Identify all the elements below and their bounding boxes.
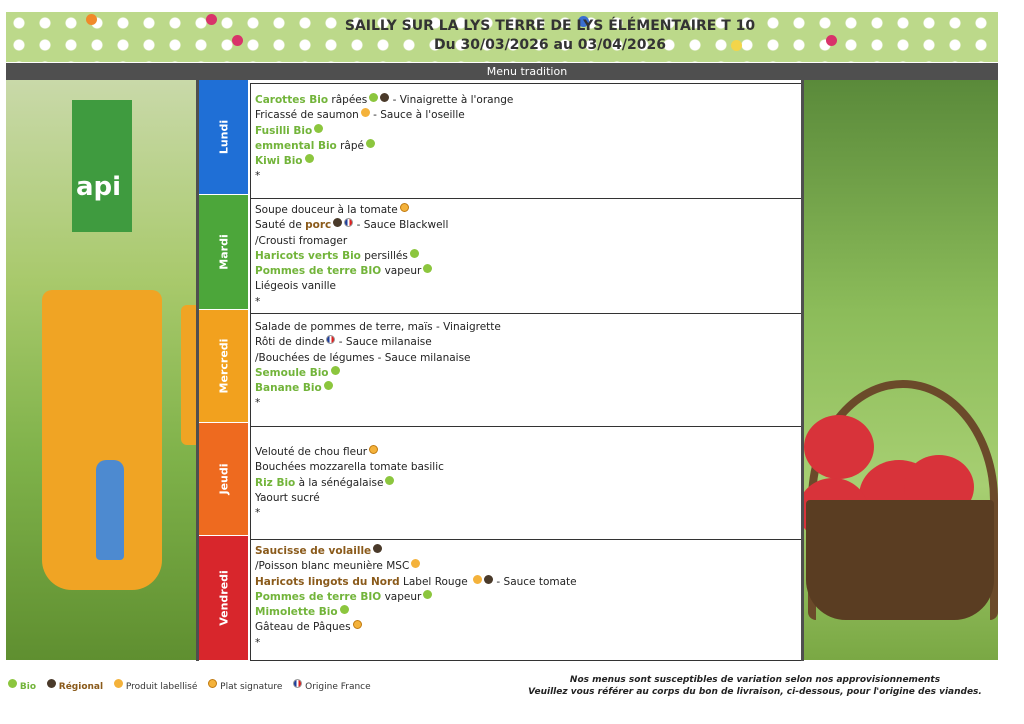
menu-label: Menu tradition <box>486 65 568 78</box>
menu-cell-lundi <box>250 83 802 199</box>
day-name: Jeudi <box>217 463 230 495</box>
decor-dot <box>206 14 217 25</box>
decor-dot <box>232 35 243 46</box>
footer-note <box>520 674 990 698</box>
menu-line <box>251 234 801 249</box>
menu-line <box>251 335 801 350</box>
legend-france <box>291 682 370 692</box>
regional-icon <box>333 218 342 227</box>
menu-line <box>251 203 801 218</box>
menu-line <box>251 491 801 506</box>
bio-icon <box>305 154 314 163</box>
labellise-icon <box>114 679 123 688</box>
separator <box>801 63 804 661</box>
menu-text: Liégeois vanille <box>255 280 337 293</box>
legend-signature-label: Plat signature <box>220 682 283 692</box>
menu-text: Haricots lingots du Nord <box>255 575 400 588</box>
menu-text: Soupe douceur à la tomate <box>255 204 398 216</box>
menu-text: porc <box>305 219 332 232</box>
menu-text: Bouchées mozzarella tomate basilic <box>255 461 444 474</box>
menu-text: Carottes Bio <box>255 94 329 106</box>
menu-text: /Bouchées de légumes - Sauce milanaise <box>255 351 471 364</box>
menu-cell-jeudi <box>250 426 802 540</box>
footer-note-line1: Nos menus sont susceptibles de variation selon nos approvisionnements <box>569 675 941 685</box>
menu-text: emmental Bio <box>255 139 337 152</box>
day-label-lundi <box>199 80 248 194</box>
menu-line <box>251 108 801 123</box>
day-label-vendredi <box>199 536 248 660</box>
day-name: Mercredi <box>217 338 230 394</box>
menu-header-bar <box>6 63 998 80</box>
day-label-mardi <box>199 195 248 309</box>
legend-signature <box>206 682 282 692</box>
menu-text: * <box>255 170 261 183</box>
menu-line <box>251 381 801 396</box>
bio-icon <box>340 605 349 614</box>
menu-line <box>251 139 801 154</box>
menu-text: Sauté de <box>255 219 306 232</box>
menu-line <box>251 93 801 108</box>
legend-bio-label: Bio <box>19 682 37 692</box>
signature-icon <box>208 679 217 688</box>
page-title <box>250 17 850 55</box>
regional-icon <box>484 575 493 584</box>
labellise-icon <box>361 108 370 117</box>
left-decor-image <box>6 80 198 660</box>
menu-line <box>251 445 801 460</box>
menu-text: - Sauce à l'oseille <box>369 109 465 122</box>
day-name: Mardi <box>217 234 230 270</box>
menu-line <box>251 366 801 381</box>
menu-text: Riz Bio <box>255 476 296 489</box>
footer-note-line2: Veuillez vous référer au corps du bon de livraison, ci-dessous, pour l'origine des viandes. <box>528 687 982 697</box>
menu-text: - Sauce tomate <box>493 575 577 588</box>
menu-line <box>251 559 801 574</box>
menu-text: * <box>255 636 261 649</box>
menu-line <box>251 396 801 411</box>
separator <box>196 63 199 661</box>
legend-labellise <box>112 682 197 692</box>
regional-icon <box>380 93 389 102</box>
regional-icon <box>373 544 382 553</box>
bio-icon <box>331 366 340 375</box>
apple <box>804 415 874 479</box>
menu-line <box>251 506 801 521</box>
labellise-icon <box>473 575 482 584</box>
day-name: Vendredi <box>217 570 230 626</box>
menu-line <box>251 605 801 620</box>
bio-icon <box>314 124 323 133</box>
signature-icon <box>353 620 362 629</box>
menu-text: Label Rouge <box>399 575 472 588</box>
menu-line <box>251 544 801 559</box>
labellise-icon <box>411 559 420 568</box>
menu-text: Saucisse de volaille <box>255 545 372 557</box>
menu-text: * <box>255 295 261 308</box>
legend <box>6 679 377 692</box>
menu-text: Rôti de dinde <box>255 336 325 349</box>
bio-icon <box>324 381 333 390</box>
legend-bio <box>6 682 36 692</box>
menu-text: Yaourt sucré <box>255 491 320 504</box>
menu-line <box>251 279 801 294</box>
date-range: Du 30/03/2026 au 03/04/2026 <box>434 37 666 53</box>
api-logo <box>72 100 132 232</box>
menu-text: Kiwi Bio <box>255 155 303 168</box>
menu-text: râpées <box>328 94 368 106</box>
menu-text: Pommes de terre BIO <box>255 590 382 603</box>
api-logo-text: api <box>76 172 122 202</box>
menu-line <box>251 169 801 184</box>
menu-line <box>251 295 801 310</box>
bio-icon <box>366 139 375 148</box>
right-decor-image <box>804 80 998 660</box>
france-icon <box>344 218 353 227</box>
menu-text: * <box>255 397 261 410</box>
day-label-jeudi <box>199 423 248 535</box>
menu-cell-vendredi <box>250 539 802 661</box>
menu-line <box>251 218 801 233</box>
bio-icon <box>423 590 432 599</box>
legend-regional-label: Régional <box>58 682 104 692</box>
menu-line <box>251 351 801 366</box>
basket-body <box>806 500 994 620</box>
menu-text: Haricots verts Bio <box>255 249 361 262</box>
bio-icon <box>385 476 394 485</box>
menu-line <box>251 460 801 475</box>
menu-line <box>251 264 801 279</box>
decor-dot <box>86 14 97 25</box>
legend-france-label: Origine France <box>305 682 371 692</box>
menu-line <box>251 575 801 590</box>
child-illustration <box>96 460 124 560</box>
menu-text: /Crousti fromager <box>255 234 348 247</box>
menu-text: Velouté de chou fleur <box>255 446 368 458</box>
menu-line <box>251 249 801 264</box>
legend-labellise-label: Produit labellisé <box>125 682 198 692</box>
school-title: SAILLY SUR LA LYS TERRE DE LYS ÉLÉMENTAIRE T 10 <box>344 18 756 34</box>
menu-cell-mercredi <box>250 313 802 427</box>
bio-icon <box>8 679 17 688</box>
menu-text: Banane Bio <box>255 382 322 395</box>
menu-line <box>251 154 801 169</box>
menu-text: * <box>255 507 261 520</box>
menu-text: Fricassé de saumon <box>255 109 359 122</box>
regional-icon <box>47 679 56 688</box>
menu-text: vapeur <box>381 265 422 278</box>
menu-text: persillés <box>360 249 408 262</box>
menu-line <box>251 124 801 139</box>
bio-icon <box>369 93 378 102</box>
menu-text: Pommes de terre BIO <box>255 265 382 278</box>
menu-text: à la sénégalaise <box>295 476 384 489</box>
menu-line <box>251 636 801 651</box>
menu-cell-mardi <box>250 198 802 314</box>
bio-icon <box>410 249 419 258</box>
day-name: Lundi <box>217 119 230 155</box>
menu-line <box>251 320 801 335</box>
menu-text: Salade de pommes de terre, maïs - Vinaigrette <box>255 321 501 333</box>
signature-icon <box>369 445 378 454</box>
menu-line <box>251 590 801 605</box>
day-label-mercredi <box>199 310 248 422</box>
france-flag-icon <box>293 679 302 688</box>
menu-text: Semoule Bio <box>255 366 329 379</box>
menu-text: - Sauce milanaise <box>335 336 432 349</box>
menu-text: - Sauce Blackwell <box>353 219 449 232</box>
menu-text: - Vinaigrette à l'orange <box>389 94 514 106</box>
menu-line <box>251 620 801 635</box>
menu-line <box>251 476 801 491</box>
bio-icon <box>423 264 432 273</box>
menu-text: râpé <box>336 139 364 152</box>
signature-icon <box>400 203 409 212</box>
menu-text: Mimolette Bio <box>255 606 338 619</box>
menu-text: Gâteau de Pâques <box>255 621 351 634</box>
menu-text: /Poisson blanc meunière MSC <box>255 560 410 573</box>
menu-text: vapeur <box>381 590 422 603</box>
menu-text: Fusilli Bio <box>255 124 313 137</box>
legend-regional <box>45 682 103 692</box>
